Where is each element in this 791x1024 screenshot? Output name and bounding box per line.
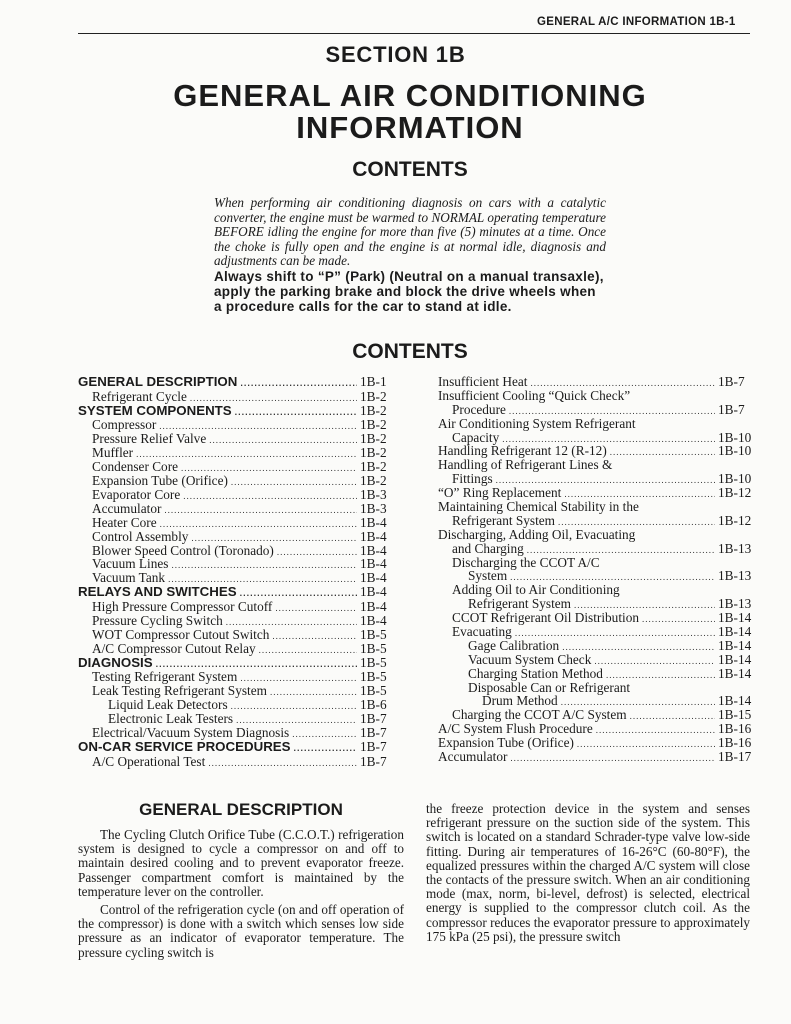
- toc-major-entry: [78, 585, 396, 600]
- toc-entry: [438, 431, 754, 445]
- toc-page-number: 1B-2: [360, 402, 387, 418]
- toc-page-number: 1B-13: [718, 568, 752, 584]
- toc-entry: [78, 600, 396, 614]
- toc-page-number: 1B-7: [360, 711, 387, 726]
- body-left-paragraph-2: Control of the refrigeration cycle (on and off operation of the compressor) is done with a switch which senses low side pressure as an indicator of evaporator temperature. The pressure cycling switch is: [78, 902, 404, 960]
- toc-entry: [438, 625, 754, 639]
- toc-page-number: 1B-1: [360, 374, 387, 389]
- toc-entry-title: Discharging the CCOT A/C: [452, 554, 600, 570]
- toc-major-entry: [78, 404, 396, 419]
- toc-entry: [438, 694, 754, 708]
- toc-entry-title: Condenser Core: [92, 459, 179, 475]
- toc-entry-title: Testing Refrigerant System: [92, 669, 238, 685]
- toc-entry-title: Pressure Relief Valve: [92, 431, 207, 447]
- contents-heading-top: CONTENTS: [352, 158, 468, 181]
- toc-entry-title: Air Conditioning System Refrigerant: [438, 415, 636, 431]
- toc-entry-title: A/C Operational Test: [92, 753, 206, 769]
- toc-page-number: 1B-4: [360, 584, 387, 600]
- toc-entry: [78, 460, 396, 474]
- toc-page-number: 1B-6: [360, 697, 387, 713]
- toc-page-number: 1B-4: [360, 528, 387, 544]
- title-line-2: INFORMATION: [296, 110, 524, 145]
- toc-entry-title: Charging the CCOT A/C System: [452, 707, 627, 723]
- toc-page-number: 1B-14: [718, 665, 752, 681]
- toc-page-number: 1B-13: [718, 596, 752, 612]
- toc-page-number: 1B-5: [360, 626, 387, 642]
- toc-leader-dots: [275, 602, 357, 616]
- toc-entry: [78, 557, 396, 571]
- body-right-paragraph-1: the freeze protection device in the system and senses refrigerant pressure on the suction side of the system. This switch is located on a standard Schrader-type valve low-side fitting. During air temperatures of 16-26°C (60-80°F), the equalized pressures within the charged A/C system will close the contacts of the pressure switch. When an air conditioning mode (max, norm, bi-level, defrost) is selected, electrical energy is supplied to the compressor clutch coil. As the compressor reduces the evaporator pressure to approximately 175 kPa (25 psi), the pressure switch: [426, 801, 750, 944]
- toc-entry-title: and Charging: [452, 540, 524, 556]
- toc-entry: [438, 708, 754, 722]
- toc-entry-title: Refrigerant System: [468, 596, 572, 612]
- toc-leader-dots: [231, 700, 357, 714]
- toc-entry-title: Charging Station Method: [468, 665, 603, 681]
- toc-page-number: 1B-4: [360, 612, 387, 628]
- toc-entry: [438, 528, 754, 542]
- toc-entry: [438, 556, 754, 570]
- toc-entry-title: Drum Method: [482, 693, 558, 709]
- toc-entry-title: Gage Calibration: [468, 637, 560, 653]
- toc-entry-title: Insufficient Cooling “Quick Check”: [438, 387, 631, 403]
- toc-major-entry: [78, 375, 396, 390]
- toc-entry: [78, 726, 396, 740]
- toc-leader-dots: [272, 630, 357, 644]
- toc-entry-title: Refrigerant System: [452, 512, 556, 528]
- toc-entry-title: Liquid Leak Detectors: [108, 697, 228, 713]
- toc-entry: [438, 375, 754, 389]
- toc-right-column: [438, 375, 754, 764]
- toc-leader-dots: [610, 446, 715, 460]
- toc-entry-title: DIAGNOSIS: [78, 654, 153, 670]
- toc-leader-dots: [231, 476, 357, 490]
- toc-entry: [78, 516, 396, 530]
- toc-entry-title: Evacuating: [452, 624, 512, 640]
- toc-page-number: 1B-4: [360, 514, 387, 530]
- toc-entry-title: Handling Refrigerant 12 (R-12): [438, 443, 607, 459]
- toc-entry: [438, 653, 754, 667]
- toc-entry-title: A/C Compressor Cutout Relay: [92, 640, 256, 656]
- toc-page-number: 1B-3: [360, 486, 387, 502]
- toc-entry-title: Insufficient Heat: [438, 374, 528, 389]
- toc-entry-title: Vacuum System Check: [468, 651, 592, 667]
- toc-entry-title: Vacuum Lines: [92, 556, 169, 572]
- toc-entry: [438, 403, 754, 417]
- toc-page-number: 1B-15: [718, 707, 752, 723]
- toc-entry: [78, 488, 396, 502]
- toc-leader-dots: [270, 686, 357, 700]
- toc-entry: [78, 530, 396, 544]
- toc-entry-title: “O” Ring Replacement: [438, 485, 562, 501]
- toc-entry: [438, 597, 754, 611]
- toc-leader-dots: [510, 752, 715, 766]
- toc-entry-title: Fittings: [452, 471, 493, 487]
- toc-page-number: 1B-3: [360, 500, 387, 516]
- toc-page-number: 1B-7: [718, 401, 745, 417]
- toc-entry: [438, 500, 754, 514]
- toc-page-number: 1B-10: [718, 471, 752, 487]
- toc-leader-dots: [577, 738, 715, 752]
- toc-leader-dots: [259, 644, 357, 658]
- body-left-paragraph-1: The Cycling Clutch Orifice Tube (C.C.O.T.) refrigeration system is designed to cycle a compressor on and off to maintain desired cooling and to prevent evaporator freeze. Passenger compartment comfort is maintained by the temperature lever on the controller.: [78, 827, 404, 899]
- toc-page-number: 1B-5: [360, 654, 387, 670]
- toc-entry-title: Handling of Refrigerant Lines &: [438, 457, 613, 473]
- toc-leader-dots: [183, 490, 357, 504]
- toc-leader-dots: [642, 613, 715, 627]
- toc-entry-title: Disposable Can or Refrigerant: [468, 679, 631, 695]
- toc-page-number: 1B-5: [360, 640, 387, 656]
- toc-entry: [78, 614, 396, 628]
- body-right-column: [426, 802, 750, 948]
- toc-entry-title: Expansion Tube (Orifice): [438, 735, 574, 751]
- intro-italic-text: When performing air conditioning diagnosis on cars with a catalytic converter, the engine must be warmed to NORMAL operating temperature BEFORE idling the engine for more than five (5) minutes at a time. Once the choke is fully open and the engine is at normal idle, diagnosis and adjustments can be made.: [214, 195, 606, 269]
- toc-entry: [78, 628, 396, 642]
- toc-entry: [78, 390, 396, 404]
- page-title: [0, 80, 791, 144]
- toc-page-number: 1B-17: [718, 749, 752, 765]
- toc-page-number: 1B-12: [718, 512, 752, 528]
- toc-entry-title: Maintaining Chemical Stability in the: [438, 499, 639, 515]
- toc-page-number: 1B-2: [360, 431, 387, 447]
- toc-leader-dots: [292, 728, 357, 742]
- toc-entry: [78, 684, 396, 698]
- toc-leader-dots: [594, 655, 715, 669]
- toc-entry: [78, 474, 396, 488]
- toc-entry: [438, 458, 754, 472]
- section-label: SECTION 1B: [325, 42, 466, 67]
- toc-page-number: 1B-7: [360, 753, 387, 769]
- toc-entry-title: Vacuum Tank: [92, 570, 166, 586]
- toc-entry-title: High Pressure Compressor Cutoff: [92, 598, 273, 614]
- toc-page-number: 1B-2: [360, 417, 387, 433]
- toc-leader-dots: [630, 710, 715, 724]
- toc-entry-title: System: [468, 568, 508, 584]
- header-rule: [78, 33, 750, 34]
- toc-entry: [438, 417, 754, 431]
- toc-page-number: 1B-13: [718, 540, 752, 556]
- title-line-1: GENERAL AIR CONDITIONING: [173, 78, 647, 113]
- toc-entry: [78, 698, 396, 712]
- toc-entry: [438, 583, 754, 597]
- toc-entry: [78, 755, 396, 769]
- toc-page-number: 1B-2: [360, 473, 387, 489]
- toc-entry: [438, 722, 754, 736]
- toc-page-number: 1B-14: [718, 651, 752, 667]
- toc-entry-title: Expansion Tube (Orifice): [92, 473, 228, 489]
- toc-entry: [438, 750, 754, 764]
- toc-page-number: 1B-7: [360, 724, 387, 740]
- toc-entry-title: ON-CAR SERVICE PROCEDURES: [78, 738, 291, 754]
- toc-page-number: 1B-5: [360, 683, 387, 699]
- toc-leader-dots: [294, 741, 357, 756]
- toc-entry: [438, 667, 754, 681]
- toc-page-number: 1B-14: [718, 624, 752, 640]
- toc-leader-dots: [596, 724, 715, 738]
- toc-major-entry: [78, 740, 396, 755]
- toc-page-number: 1B-10: [718, 443, 752, 459]
- body-left-column: [78, 828, 404, 964]
- toc-entry-title: Electrical/Vacuum System Diagnosis: [92, 724, 290, 740]
- toc-page-number: 1B-4: [360, 556, 387, 572]
- toc-entry: [438, 389, 754, 403]
- toc-leader-dots: [208, 757, 357, 771]
- toc-entry-title: Compressor: [92, 417, 157, 433]
- contents-heading-bottom: CONTENTS: [352, 340, 468, 363]
- toc-entry-title: Procedure: [452, 401, 506, 417]
- toc-page-number: 1B-7: [718, 374, 745, 389]
- toc-leader-dots: [171, 559, 357, 573]
- toc-entry: [438, 472, 754, 486]
- toc-entry: [78, 571, 396, 585]
- toc-page-number: 1B-14: [718, 637, 752, 653]
- toc-entry: [438, 611, 754, 625]
- toc-entry-title: Accumulator: [92, 500, 162, 516]
- toc-leader-dots: [164, 504, 357, 518]
- toc-entry: [78, 418, 396, 432]
- toc-entry: [78, 712, 396, 726]
- toc-entry: [78, 544, 396, 558]
- toc-entry-title: RELAYS AND SWITCHES: [78, 584, 237, 600]
- toc-entry-title: Accumulator: [438, 749, 508, 765]
- toc-entry: [78, 642, 396, 656]
- toc-leader-dots: [209, 434, 357, 448]
- toc-entry-title: Muffler: [92, 445, 134, 461]
- toc-page-number: 1B-7: [360, 738, 387, 754]
- toc-entry: [438, 486, 754, 500]
- toc-entry-title: Capacity: [452, 429, 500, 445]
- toc-page-number: 1B-2: [360, 388, 387, 404]
- toc-entry: [438, 542, 754, 556]
- toc-entry-title: Evaporator Core: [92, 486, 181, 502]
- toc-leader-dots: [240, 376, 357, 391]
- toc-page-number: 1B-2: [360, 445, 387, 461]
- toc-entry: [438, 514, 754, 528]
- toc-page-number: 1B-5: [360, 669, 387, 685]
- toc-entry-title: Discharging, Adding Oil, Evacuating: [438, 526, 636, 542]
- toc-entry: [438, 639, 754, 653]
- toc-page-number: 1B-16: [718, 721, 752, 737]
- running-header: GENERAL A/C INFORMATION 1B-1: [537, 16, 736, 28]
- general-description-heading: GENERAL DESCRIPTION: [139, 800, 343, 819]
- toc-entry: [78, 670, 396, 684]
- toc-page-number: 1B-4: [360, 598, 387, 614]
- toc-entry-title: Leak Testing Refrigerant System: [92, 683, 267, 699]
- toc-entry-title: A/C System Flush Procedure: [438, 721, 593, 737]
- toc-entry: [78, 502, 396, 516]
- toc-page-number: 1B-4: [360, 542, 387, 558]
- toc-page-number: 1B-2: [360, 459, 387, 475]
- toc-leader-dots: [160, 518, 357, 532]
- toc-left-column: [78, 375, 396, 768]
- toc-leader-dots: [235, 405, 357, 420]
- toc-major-entry: [78, 656, 396, 671]
- intro-notice: [214, 196, 606, 314]
- toc-entry: [438, 569, 754, 583]
- toc-entry: [438, 444, 754, 458]
- toc-page-number: 1B-14: [718, 693, 752, 709]
- toc-page-number: 1B-4: [360, 570, 387, 586]
- toc-entry: [78, 432, 396, 446]
- toc-entry: [438, 736, 754, 750]
- toc-entry-title: Pressure Cycling Switch: [92, 612, 223, 628]
- toc-entry-title: Blower Speed Control (Toronado): [92, 542, 274, 558]
- toc-entry: [78, 446, 396, 460]
- toc-entry-title: Control Assembly: [92, 528, 189, 544]
- toc-entry-title: WOT Compressor Cutout Switch: [92, 626, 270, 642]
- toc-leader-dots: [277, 546, 357, 560]
- toc-page-number: 1B-16: [718, 735, 752, 751]
- toc-entry-title: Heater Core: [92, 514, 157, 530]
- toc-entry-title: SYSTEM COMPONENTS: [78, 402, 232, 418]
- toc-entry-title: CCOT Refrigerant Oil Distribution: [452, 610, 640, 626]
- toc-entry-title: Adding Oil to Air Conditioning: [452, 582, 620, 598]
- toc-page-number: 1B-10: [718, 429, 752, 445]
- toc-entry: [438, 681, 754, 695]
- toc-entry-title: GENERAL DESCRIPTION: [78, 374, 238, 389]
- intro-bold-warning: Always shift to “P” (Park) (Neutral on a manual transaxle), apply the parking brake and block the drive wheels when a procedure calls for the car to stand at idle.: [214, 268, 604, 314]
- toc-entry-title: Refrigerant Cycle: [92, 388, 187, 404]
- toc-page-number: 1B-14: [718, 610, 752, 626]
- toc-entry-title: Electronic Leak Testers: [108, 711, 234, 726]
- toc-page-number: 1B-12: [718, 485, 752, 501]
